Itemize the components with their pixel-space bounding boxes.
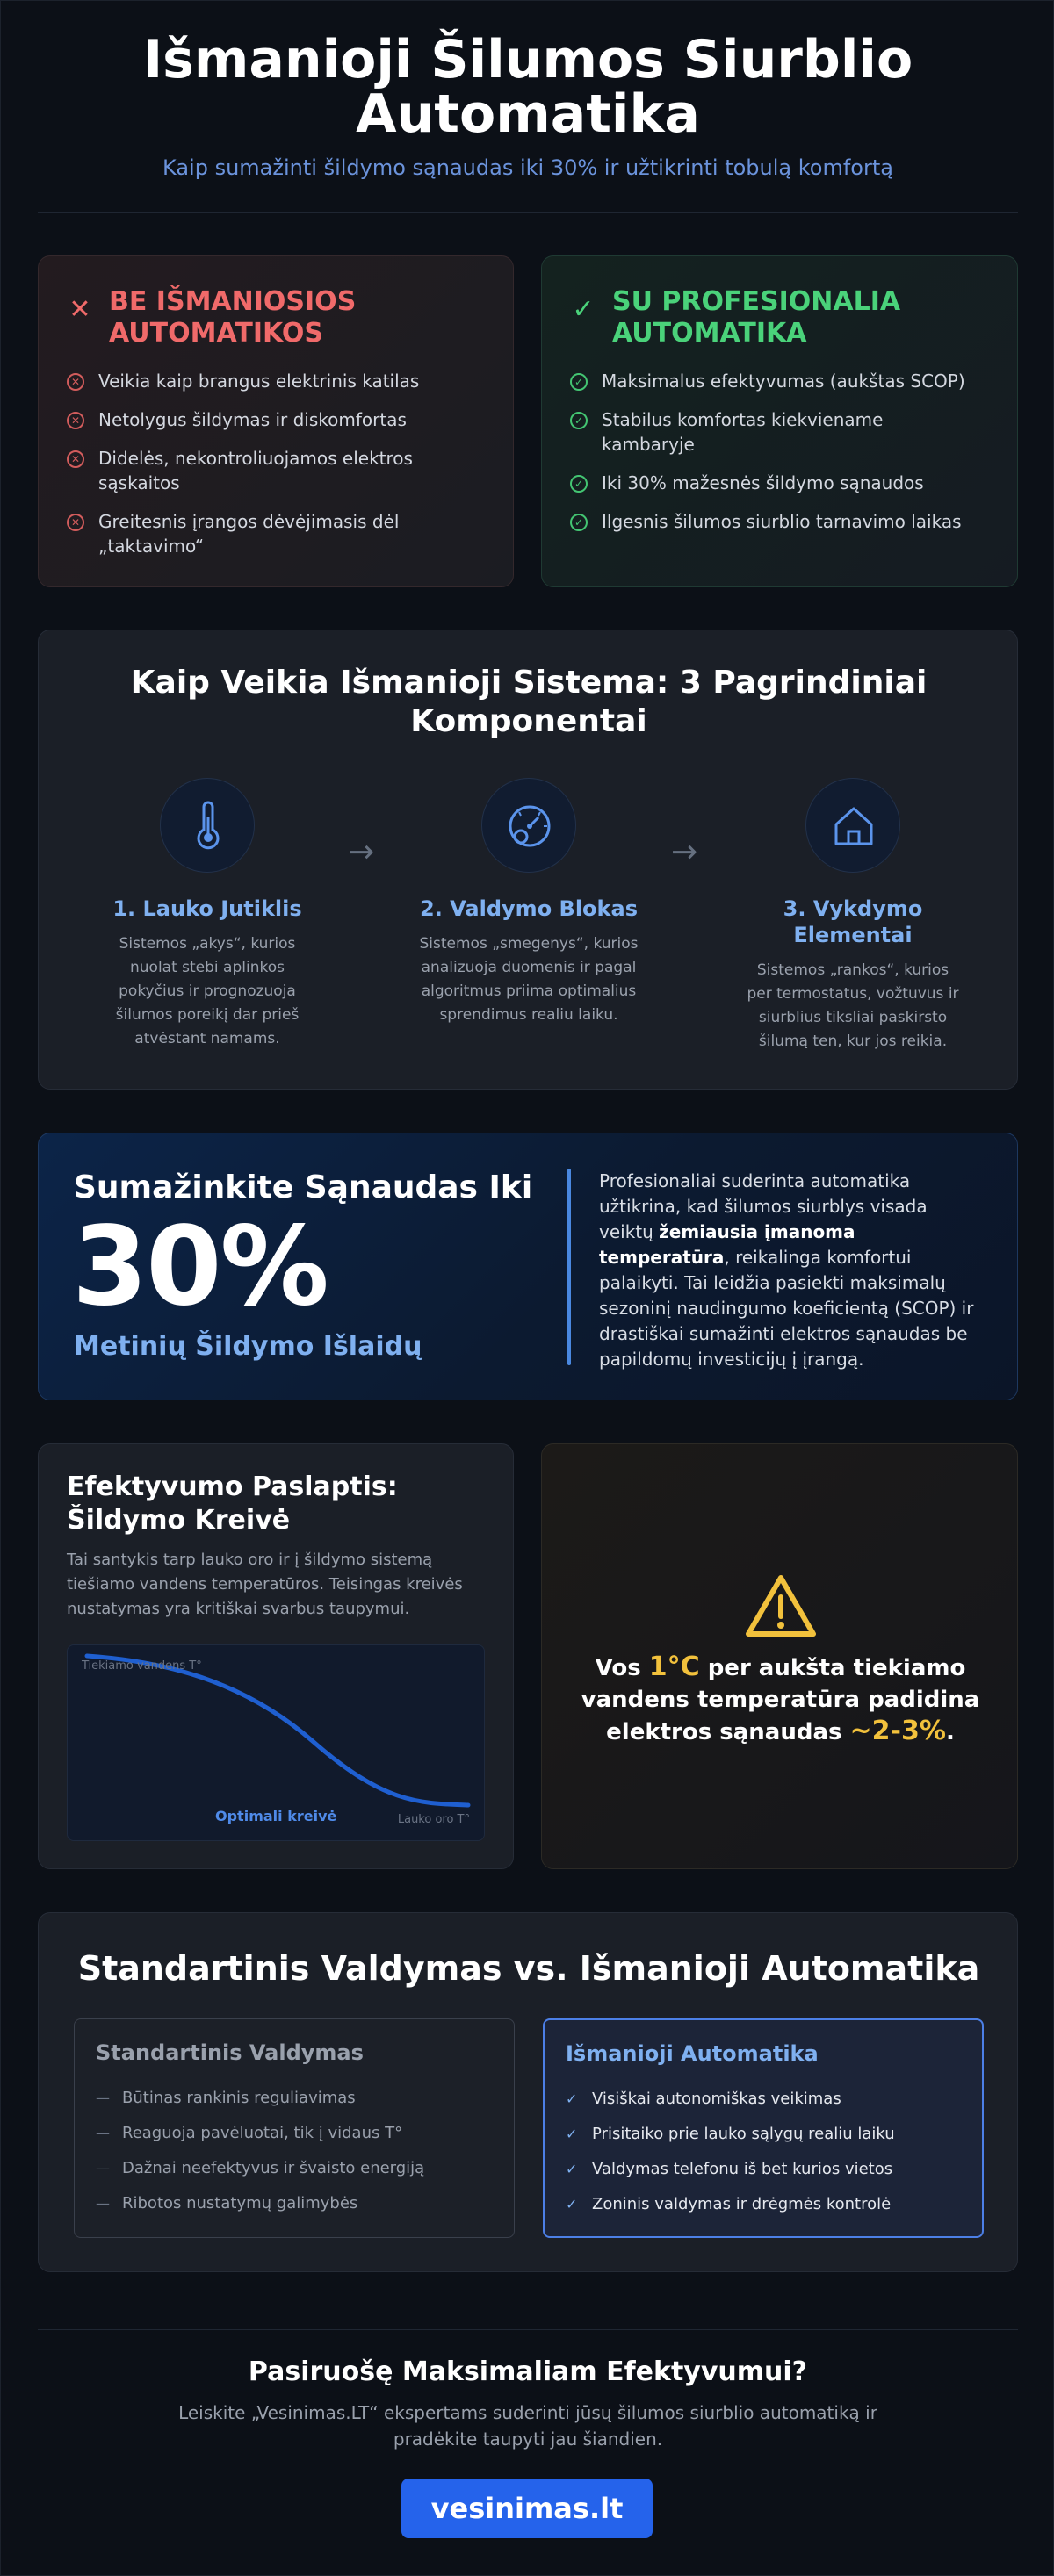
arrow-right-icon: → (671, 834, 698, 870)
savings-percent: 30% (72, 1204, 328, 1330)
x-circle-icon: ✕ (67, 514, 84, 531)
with-automation-list (570, 369, 974, 548)
savings-subtitle: Metinių Šildymo Išlaidų (74, 1331, 422, 1362)
warning-card (541, 1443, 1018, 1869)
home-icon (805, 778, 900, 873)
smart-automation-title: Išmanioji Automatika (566, 2041, 819, 2066)
smart-automation-list (566, 2089, 895, 2229)
list-item: ✓ Valdymas telefonu iš bet kurios vietos (566, 2160, 893, 2178)
list-item: ✓ Zoninis valdymas ir drėgmės kontrolė (566, 2195, 892, 2213)
list-item: ✓ Iki 30% mažesnės šildymo sąnaudos (570, 471, 974, 495)
close-icon: ✕ (69, 294, 91, 325)
list-item: ✕ Netolygus šildymas ir diskomfortas (67, 407, 471, 432)
with-automation-title: SU PROFESIONALIA AUTOMATIKA (612, 286, 901, 349)
arrow-right-icon: → (348, 834, 375, 870)
list-item: ✓ Prisitaiko prie lauko sąlygų realiu laiku (566, 2125, 895, 2143)
vertical-divider (567, 1169, 571, 1365)
list-item: ✓ Stabilus komfortas kiekviename kambaryje (570, 407, 974, 457)
dash-icon: — (96, 2195, 110, 2212)
check-icon: ✓ (566, 2126, 578, 2142)
smart-automation-box (543, 2018, 984, 2238)
list-item: ✕ Veikia kaip brangus elektrinis katilas (67, 369, 471, 393)
x-circle-icon: ✕ (67, 450, 84, 468)
savings-card (38, 1133, 1018, 1400)
standard-control-list (96, 2088, 424, 2228)
dash-icon: — (96, 2160, 110, 2177)
standard-control-box (74, 2018, 515, 2238)
divider (38, 2329, 1018, 2330)
list-item: ✕ Didelės, nekontroliuojamos elektros sąskaitos (67, 446, 471, 495)
list-item: ✓ Visiškai autonomiškas veikimas (566, 2090, 841, 2108)
check-icon: ✓ (572, 294, 595, 325)
list-item: — Reaguoja pavėluotai, tik į vidaus T° (96, 2124, 403, 2142)
list-item: — Ribotos nustatymų galimybės (96, 2194, 358, 2213)
check-icon: ✓ (566, 2196, 578, 2213)
list-item: ✕ Greitesnis įrangos dėvėjimasis dėl „taktavimo“ (67, 509, 471, 558)
curve-label: Optimali kreivė (215, 1808, 337, 1824)
with-automation-card (541, 255, 1018, 587)
page-title: Išmanioji Šilumos Siurblio Automatika (142, 29, 913, 145)
check-circle-icon: ✓ (570, 514, 588, 531)
savings-description: Profesionaliai suderinta automatika užtikrina, kad šilumos siurblys visada veiktų žemiausia įmanoma temperatūra, reikalinga komfortui palaikyti. Tai leidžia pasiekti maksimalų sezoninį naudingumo koeficientą (SCOP) ir drastiškai sumažinti elektros sąnaudas be papildomų investicijų į įrangą. (599, 1170, 974, 1370)
system-title: Kaip Veikia Išmanioji Sistema: 3 Pagrindiniai Komponentai (130, 665, 928, 739)
check-icon: ✓ (566, 2161, 578, 2177)
list-item: — Būtinas rankinis reguliavimas (96, 2089, 356, 2107)
cta-button[interactable]: vesinimas.lt (401, 2479, 653, 2538)
comparison-card (38, 1912, 1018, 2272)
page-subtitle: Kaip sumažinti šildymo sąnaudas iki 30% ir užtikrinti tobulą komfortą (162, 155, 893, 180)
component-controller: 2. Valdymo Blokas Sistemos „smegenys“, kurios analizuoja duomenis ir pagal algoritmus priima optimalius sprendimus realiu laiku. (406, 778, 652, 1027)
savings-heading: Sumažinkite Sąnaudas Iki (74, 1169, 533, 1205)
component-actuators: 3. Vykdymo Elementai Sistemos „rankos“, kurios per termostatus, vožtuvus ir siurblius tiksliai paskirsto šilumą ten, kur jos reikia. (730, 778, 976, 1054)
curve-description: Tai santykis tarp lauko oro ir į šildymo sistemą tiešiamo vandens temperatūros. Teisingas kreivės nustatymas yra kritiškai svarbus taupymui. (67, 1551, 463, 1618)
check-icon: ✓ (566, 2090, 578, 2107)
cta-title: Pasiruošę Maksimaliam Efektyvumui? (248, 2357, 808, 2387)
heating-curve-graph (67, 1644, 485, 1841)
x-circle-icon: ✕ (67, 412, 84, 429)
x-axis-label: Lauko oro T° (397, 1813, 470, 1826)
dash-icon: — (96, 2125, 110, 2141)
x-circle-icon: ✕ (67, 373, 84, 391)
check-circle-icon: ✓ (570, 475, 588, 493)
without-automation-card (38, 255, 514, 587)
list-item: — Dažnai neefektyvus ir švaisto energiją (96, 2159, 425, 2177)
warning-text: Vos 1°C per aukšta tiekiamo vandens temperatūra padidina elektros sąnaudas ~2-3%. (581, 1651, 980, 1746)
y-axis-label: Tiekiamo vandens T° (82, 1659, 202, 1673)
standard-control-title: Standartinis Valdymas (96, 2040, 364, 2065)
list-item: ✓ Ilgesnis šilumos siurblio tarnavimo laikas (570, 509, 974, 534)
list-item: ✓ Maksimalus efektyvumas (aukštas SCOP) (570, 369, 974, 393)
heating-curve-card (38, 1443, 514, 1869)
warning-icon (744, 1572, 818, 1643)
component-sensor: 1. Lauko Jutiklis Sistemos „akys“, kurios nuolat stebi aplinkos pokyčius ir prognozuoja šilumos poreikį dar prieš atvėstant namams. (84, 778, 330, 1051)
without-automation-list (67, 369, 471, 572)
gauge-icon (481, 778, 576, 873)
system-components-card (38, 630, 1018, 1090)
comparison-title: Standartinis Valdymas vs. Išmanioji Automatika (77, 1949, 980, 1988)
check-circle-icon: ✓ (570, 373, 588, 391)
check-circle-icon: ✓ (570, 412, 588, 429)
cta-text: Leiskite „Vesinimas.LT“ ekspertams suderinti jūsų šilumos siurblio automatiką ir pradėkite taupyti jau šiandien. (178, 2402, 877, 2450)
dash-icon: — (96, 2090, 110, 2106)
curve-title: Efektyvumo Paslaptis: Šildymo Kreivė (67, 1471, 398, 1536)
without-automation-title: BE IŠMANIOSIOS AUTOMATIKOS (109, 286, 357, 349)
divider (38, 212, 1018, 213)
thermometer-icon (160, 778, 255, 873)
